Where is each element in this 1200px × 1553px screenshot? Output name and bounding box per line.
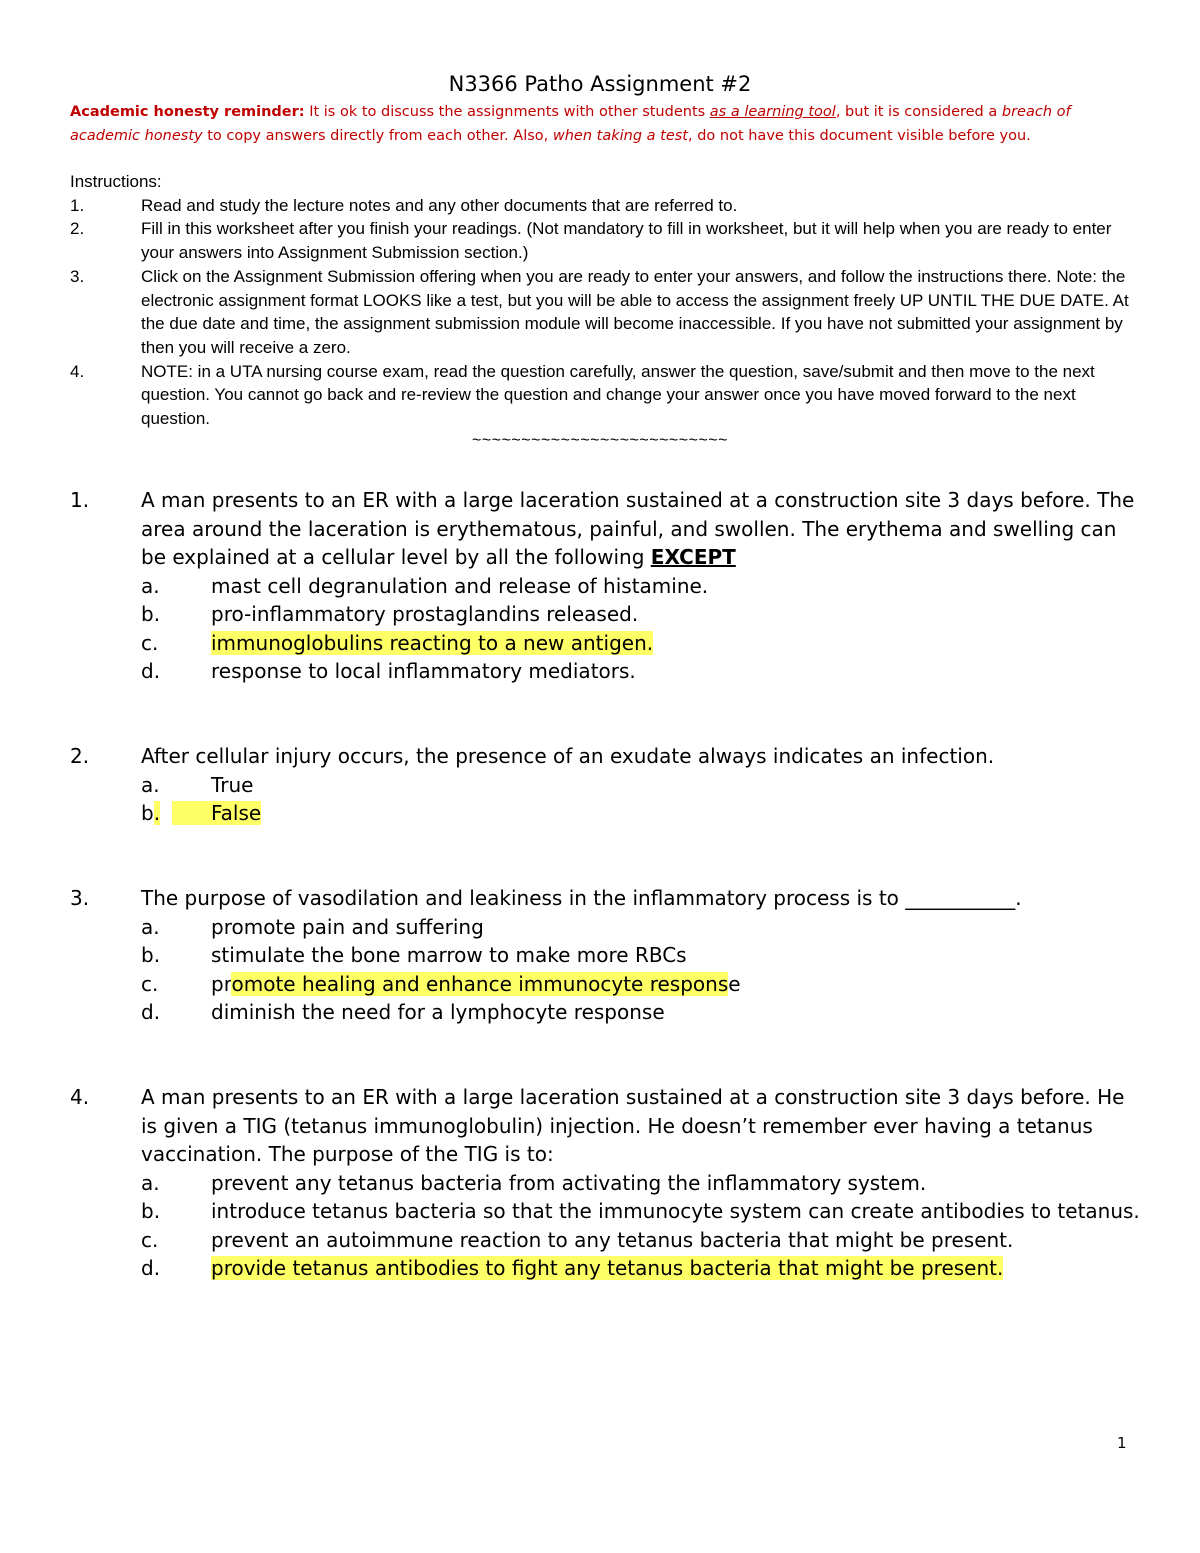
instruction-item [70,360,1130,431]
option-text: diminish the need for a lymphocyte response [211,1000,665,1024]
option-text: pro-inflammatory prostaglandins released. [211,602,639,626]
answer-option-highlighted [141,799,1140,828]
question-4 [70,1083,1140,1283]
question-text: After cellular injury occurs, the presence of an exudate always indicates an infection. [141,744,995,768]
answer-option [141,572,1140,601]
instruction-item [70,194,1130,218]
instruction-text: Fill in this worksheet after you finish your readings. (Not mandatory to fill in worksheet, but it will help when you are ready to enter your answers into Assignment Submission section.) [141,219,1112,263]
question-1 [70,486,1140,686]
instruction-item [70,265,1130,360]
question-number: 2. [70,744,90,768]
option-text: stimulate the bone marrow to make more RBCs [211,943,687,967]
except-emphasis: EXCEPT [650,545,736,569]
question-text: The purpose of vasodilation and leakiness in the inflammatory process is to ___________. [141,886,1022,910]
instructions-section [70,170,1130,431]
option-text: introduce tetanus bacteria so that the immunocyte system can create antibodies to tetanus. [211,1199,1140,1223]
honesty-text-7: , do not have this document visible before you. [687,128,1031,144]
instruction-number: 4. [70,361,85,381]
option-letter: d. [141,1000,161,1024]
option-text: prevent any tetanus bacteria from activating the inflammatory system. [211,1170,927,1195]
answer-option-highlighted [141,1254,1140,1283]
option-letter: a. [141,914,160,939]
answer-option [141,1169,1140,1198]
question-2 [70,742,1140,828]
option-text: mast cell degranulation and release of histamine. [211,573,709,598]
question-text: A man presents to an ER with a large laceration sustained at a construction site 3 days before. He is given a TIG (tetanus immunoglobulin) injection. He doesn’t remember ever having a tetanus vaccination. The purpose of the TIG is to: [141,1085,1125,1166]
honesty-text-6: when taking a test [552,128,688,144]
question-text: A man presents to an ER with a large laceration sustained at a construction site 3 days before. The area around the laceration is erythematous, painful, and swollen. The erythema and swelling can be explained at a cellular level by all the following EXCEPT [141,488,1135,569]
option-text: promote healing and enhance immunocyte response [211,971,741,996]
option-letter: c. [141,1227,159,1252]
honesty-text-3: , but it is considered a [835,104,1002,120]
option-letter: b. [141,602,161,626]
option-text-highlighted: provide tetanus antibodies to fight any tetanus bacteria that might be present. [211,1256,1004,1280]
option-letter: b. [141,943,161,967]
honesty-text-2: as a learning tool [709,104,836,120]
instructions-heading: Instructions: [70,172,162,191]
option-text-highlighted: immunoglobulins reacting to a new antigen. [211,630,654,655]
instruction-text: Click on the Assignment Submission offering when you are ready to enter your answers, and follow the instructions there. Note: the electronic assignment format LOOKS like a test, but you will be able to access the assignment freely UP UNTIL THE DUE DATE. At the due date and time, the assignment submission module will become inaccessible. If you have not submitted your assignment by then you will receive a zero. [141,266,1129,357]
instruction-number: 1. [70,195,85,215]
question-number: 4. [70,1085,90,1109]
option-text: prevent an autoimmune reaction to any tetanus bacteria that might be present. [211,1227,1014,1252]
answer-option [141,941,1140,970]
question-number: 3. [70,886,90,910]
option-letter: a. [141,772,160,797]
answer-option-highlighted [141,970,1140,999]
answer-option [141,600,1140,629]
instruction-text: Read and study the lecture notes and any other documents that are referred to. [141,195,738,215]
honesty-text-4: breach of academic honesty [70,104,1071,144]
answer-option [141,1197,1140,1226]
section-divider: ~~~~~~~~~~~~~~~~~~~~~~~~~~ [472,432,728,449]
option-text-highlighted: omote healing and enhance immunocyte respons [231,971,729,996]
instruction-number: 3. [70,266,85,286]
option-text: True [211,772,254,797]
answer-option [141,1226,1140,1255]
option-letter: d. [141,1256,161,1280]
answer-option [141,998,1140,1027]
answer-option [141,657,1140,686]
option-text: response to local inflammatory mediators. [211,659,636,683]
question-number: 1. [70,488,90,512]
answer-option [141,913,1140,942]
answer-option-highlighted [141,629,1140,658]
page-number: 1 [1117,1434,1127,1452]
instruction-item [70,217,1130,264]
option-letter: b. [141,801,161,825]
honesty-text-1: It is ok to discuss the assignments with other students [304,104,710,120]
instruction-number: 2. [70,219,85,239]
page-title: N3366 Patho Assignment #2 [448,72,752,96]
honesty-label: Academic honesty reminder: [70,104,305,120]
option-letter: b. [141,1199,161,1223]
option-letter: a. [141,1170,160,1195]
question-3 [70,884,1140,1027]
option-text-highlighted: False [172,801,261,825]
honesty-text-5: to copy answers directly from each other. Also, [202,128,553,144]
answer-option [141,771,1140,800]
option-letter: c. [141,630,159,655]
option-letter: d. [141,659,161,683]
option-letter: a. [141,573,160,598]
academic-honesty-reminder [70,100,1140,148]
option-text: promote pain and suffering [211,914,484,939]
instruction-text: NOTE: in a UTA nursing course exam, read the question carefully, answer the question, save/submit and then move to the next question. You cannot go back and re-review the question and change your answer once you have moved forward to the next question. [141,361,1095,429]
option-letter: c. [141,971,159,996]
